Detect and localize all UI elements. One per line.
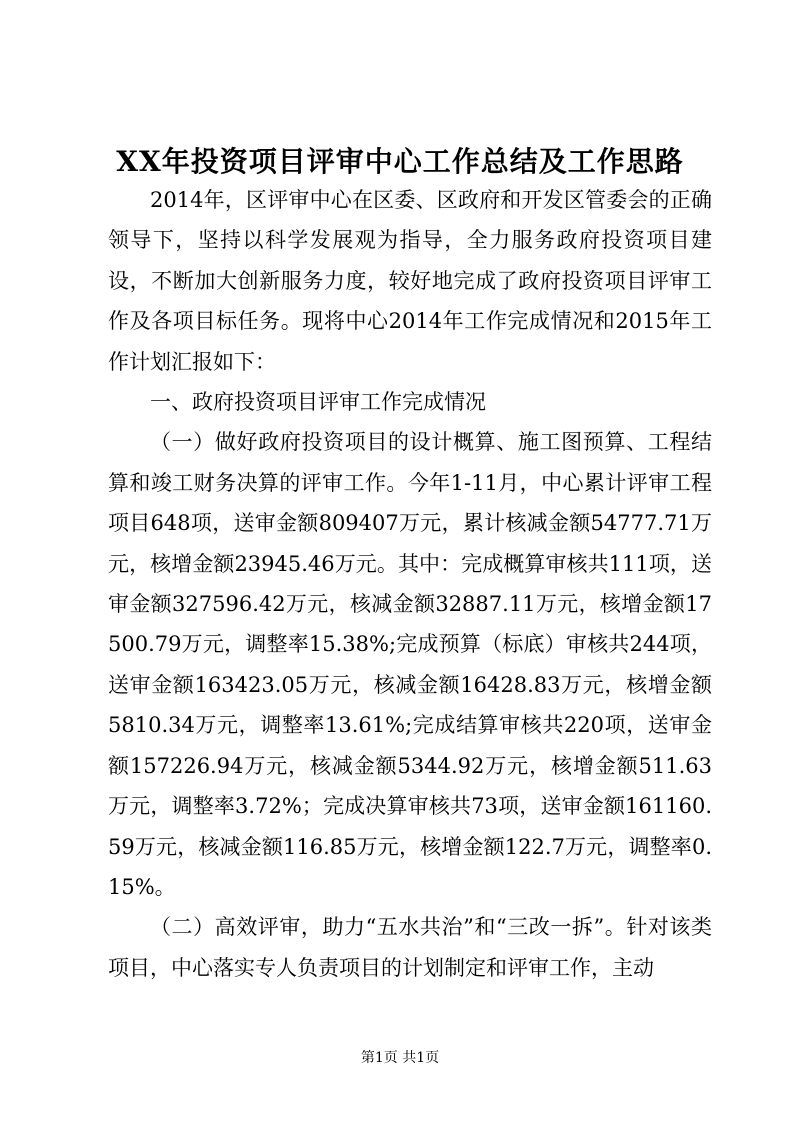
- paragraph-review-work: （一）做好政府投资项目的设计概算、施工图预算、工程结算和竣工财务决算的评审工作。今年1-11月，中心累计评审工程项目648项，送审金额809407万元，累计核减金额54777.71万元，核增金额23945.46万元。其中：完成概算审核共111项，送审金额327596.42万元，核减金额32887.11万元，核增金额17500.79万元，调整率15.38%;完成预算（标底）审核共244项，送审金额163423.05万元，核减金额16428.83万元，核增金额5810.34万元，调整率13.61%;完成结算审核共220项，送审金额157226.94万元，核减金额5344.92万元，核增金额511.63万元，调整率3.72%；完成决算审核共73项，送审金额161160.59万元，核减金额116.85万元，核增金额122.7万元，调整率0.15%。: [108, 430, 712, 899]
- paragraph-efficient-review: （二）高效评审，助力“五水共治”和“三改一拆”。针对该类项目，中心落实专人负责项目的计划制定和评审工作，主动: [108, 915, 712, 980]
- document-body: [108, 180, 712, 988]
- page-footer: 第1页 共1页: [360, 1050, 440, 1066]
- document-title: XX年投资项目评审中心工作总结及工作思路: [116, 145, 684, 178]
- paragraph-intro: 2014年，区评审中心在区委、区政府和开发区管委会的正确领导下，坚持以科学发展观为指导，全力服务政府投资项目建设，不断加大创新服务力度，较好地完成了政府投资项目评审工作及各项目标任务。现将中心2014年工作完成情况和2015年工作计划汇报如下：: [108, 188, 712, 374]
- section-heading: 一、政府投资项目评审工作完成情况: [150, 390, 486, 415]
